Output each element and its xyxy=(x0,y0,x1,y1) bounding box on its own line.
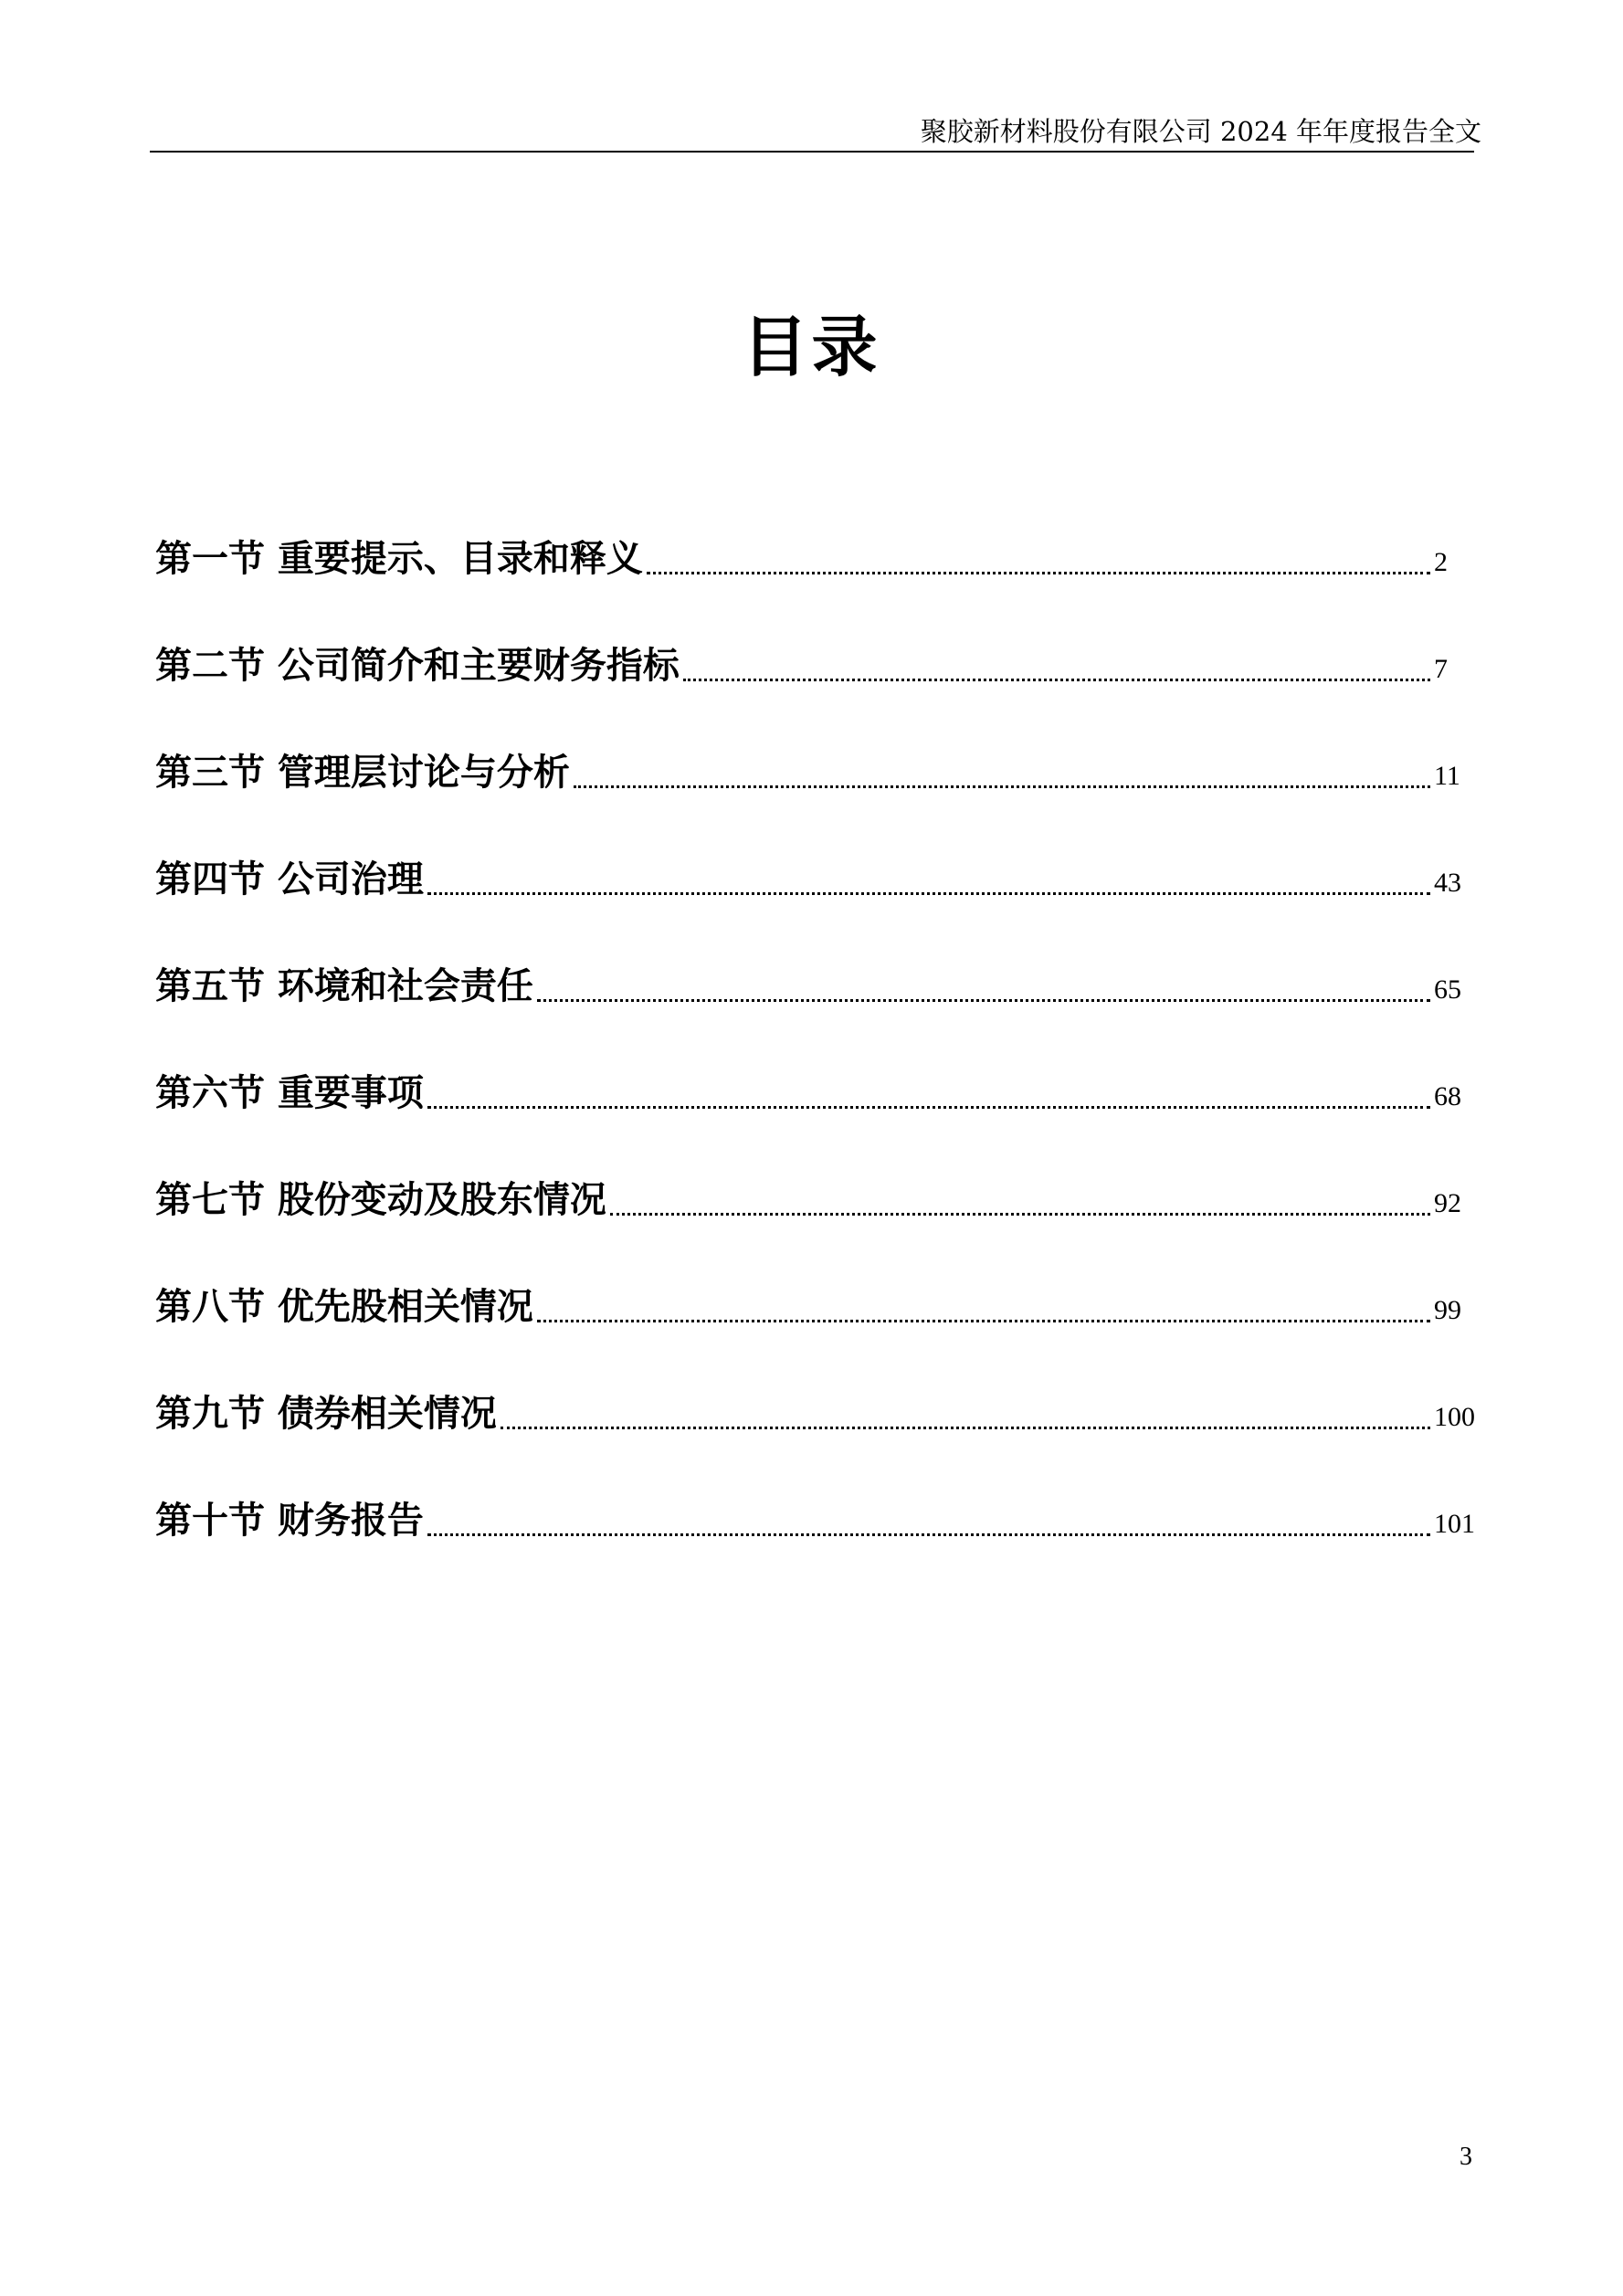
toc-entry-page: 43 xyxy=(1434,868,1461,898)
toc-entry-label: 第四节 公司治理 xyxy=(155,858,424,900)
toc-entry[interactable] xyxy=(155,960,1498,1067)
toc-entry[interactable] xyxy=(155,1387,1498,1494)
toc-entry-label: 第六节 重要事项 xyxy=(155,1072,424,1114)
header-text: 聚胶新材料股份有限公司 2024 年年度报告全文 xyxy=(920,116,1481,147)
toc-entry[interactable] xyxy=(155,853,1498,960)
toc-dot-leader xyxy=(537,999,1430,1002)
toc-entry[interactable] xyxy=(155,1494,1498,1601)
header-rule xyxy=(150,151,1474,153)
toc-entry-page: 101 xyxy=(1434,1509,1475,1539)
toc-dot-leader xyxy=(610,1213,1430,1216)
toc-entry-page: 11 xyxy=(1434,761,1460,791)
toc-entry-page: 92 xyxy=(1434,1188,1461,1218)
toc-title: 目录 xyxy=(742,309,881,385)
toc-entry-page: 65 xyxy=(1434,974,1461,1005)
toc-entry-label: 第一节 重要提示、目录和释义 xyxy=(155,538,643,580)
toc-dot-leader xyxy=(647,572,1430,574)
toc-entry-label: 第五节 环境和社会责任 xyxy=(155,965,533,1007)
toc-dot-leader xyxy=(501,1427,1430,1429)
toc-entry-page: 2 xyxy=(1434,547,1448,577)
toc-dot-leader xyxy=(427,1106,1430,1109)
toc-entry-page: 68 xyxy=(1434,1081,1461,1111)
toc-entry[interactable] xyxy=(155,1280,1498,1387)
toc-entry[interactable] xyxy=(155,1174,1498,1280)
toc-entry[interactable] xyxy=(155,532,1498,639)
toc-entry[interactable] xyxy=(155,639,1498,746)
toc-dot-leader xyxy=(427,892,1430,895)
toc-dot-leader xyxy=(574,785,1430,788)
toc-dot-leader xyxy=(427,1533,1430,1536)
toc-entry-label: 第七节 股份变动及股东情况 xyxy=(155,1179,606,1221)
toc-entry[interactable] xyxy=(155,1067,1498,1174)
page-number: 3 xyxy=(1460,2143,1472,2171)
table-of-contents xyxy=(155,532,1498,1601)
toc-dot-leader xyxy=(683,679,1430,681)
toc-entry-label: 第三节 管理层讨论与分析 xyxy=(155,752,570,794)
toc-entry[interactable] xyxy=(155,746,1498,853)
toc-entry-page: 99 xyxy=(1434,1295,1461,1325)
toc-entry-label: 第八节 优先股相关情况 xyxy=(155,1286,533,1328)
toc-dot-leader xyxy=(537,1320,1430,1322)
toc-entry-label: 第二节 公司简介和主要财务指标 xyxy=(155,645,680,687)
toc-entry-page: 7 xyxy=(1434,654,1448,684)
toc-entry-label: 第十节 财务报告 xyxy=(155,1500,424,1542)
toc-entry-label: 第九节 债券相关情况 xyxy=(155,1393,497,1435)
toc-entry-page: 100 xyxy=(1434,1402,1475,1432)
